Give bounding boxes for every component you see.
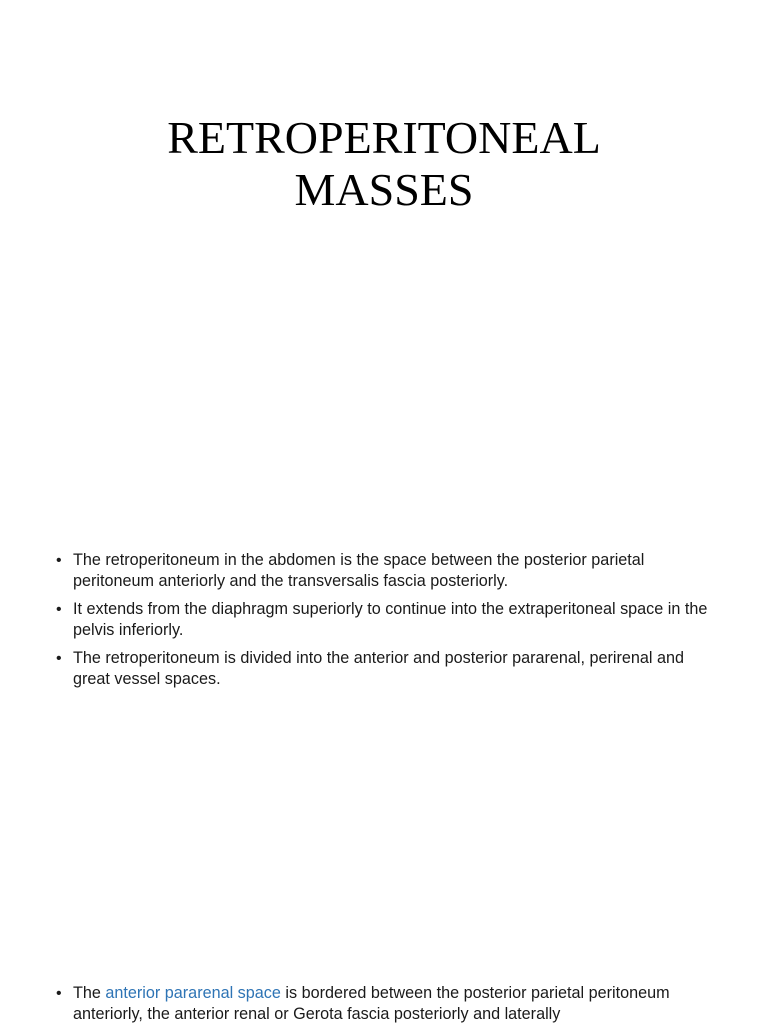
bullet-item [56, 599, 716, 641]
bullet-item [56, 648, 716, 690]
title-line-2: MASSES [294, 164, 474, 215]
bullet-dot-icon: • [56, 601, 62, 618]
bullet-dot-icon: • [56, 552, 62, 569]
bullet-text: The retroperitoneum in the abdomen is the space between the posterior parietal peritoneum anteriorly and the transversalis fascia posteriorly. [73, 551, 645, 590]
title-line-1: RETROPERITONEAL [167, 112, 601, 163]
anterior-pararenal-space-link[interactable]: anterior pararenal space [105, 984, 281, 1002]
bullet-dot-icon: • [56, 985, 62, 1002]
bullet-dot-icon: • [56, 650, 62, 667]
bullet-text-prefix: The [73, 984, 106, 1002]
bullet-text-suffix: is bordered between the posterior parietal peritoneum anteriorly, the anterior renal or Gerota fascia posteriorly and laterally [73, 984, 670, 1023]
bullet-list-anterior-pararenal [56, 983, 716, 1032]
slide-title [0, 112, 768, 216]
bullet-item [56, 983, 716, 1025]
bullet-text: The retroperitoneum is divided into the anterior and posterior pararenal, perirenal and great vessel spaces. [73, 649, 684, 688]
bullet-item [56, 550, 716, 592]
bullet-text: It extends from the diaphragm superiorly to continue into the extraperitoneal space in the pelvis inferiorly. [73, 600, 708, 639]
bullet-list-intro [56, 550, 716, 697]
